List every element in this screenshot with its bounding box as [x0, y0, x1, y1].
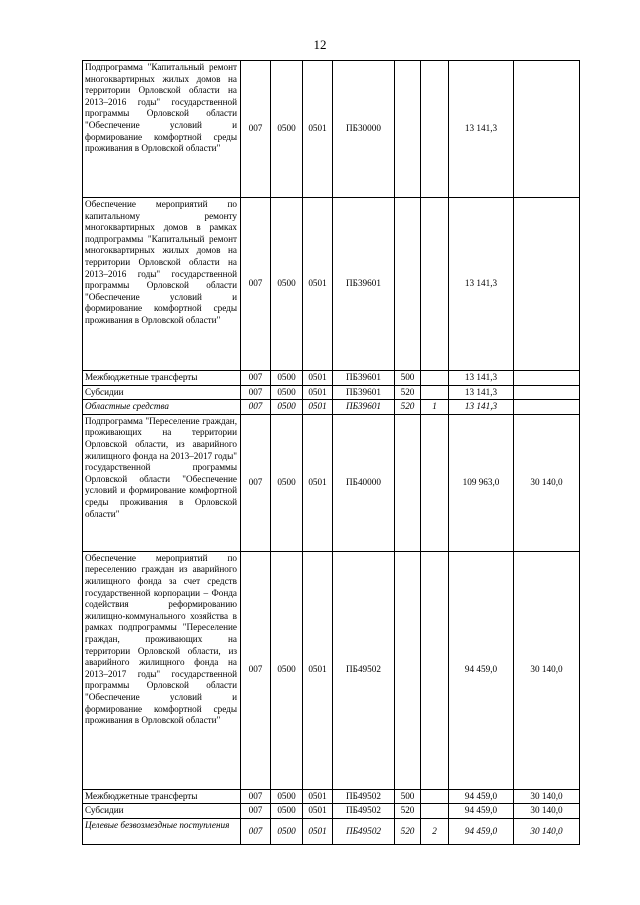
- target-article-cell: ПБ39601: [333, 385, 395, 400]
- section-code-cell: 0500: [271, 804, 303, 819]
- section-code-cell: 0500: [271, 789, 303, 804]
- funding-source-cell: [421, 551, 449, 789]
- row-name-cell: Целевые безвозмездные поступления: [83, 818, 241, 844]
- table-row: [83, 385, 580, 400]
- subsection-code-cell: 0501: [303, 414, 333, 551]
- funding-source-cell: [421, 414, 449, 551]
- table-row: [83, 198, 580, 371]
- table-row: [83, 551, 580, 789]
- row-name-cell: Межбюджетные трансферты: [83, 789, 241, 804]
- row-name-cell: Межбюджетные трансферты: [83, 371, 241, 386]
- amount-cell: 30 140,0: [514, 789, 580, 804]
- amount-cell: [514, 371, 580, 386]
- expense-type-cell: 500: [395, 371, 421, 386]
- expense-type-cell: 500: [395, 789, 421, 804]
- section-code-cell: 0500: [271, 198, 303, 371]
- ved-code-cell: 007: [241, 400, 271, 415]
- section-code-cell: 0500: [271, 414, 303, 551]
- row-name-cell: Обеспечение мероприятий по переселению граждан из аварийного жилищного фонда за счет средств государственной корпорации – Фонда содействия реформированию жилищно-коммунального хозяйства в рамках подпрограммы "Переселение граждан, проживающих на территории Орловской области, из аварийного жилищного фонда на 2013–2017 годы" государственной программы Орловской области "Обеспечение условий и формирование комфортной среды проживания в Орловской области": [83, 551, 241, 789]
- ved-code-cell: 007: [241, 818, 271, 844]
- amount-cell: 109 963,0: [449, 414, 514, 551]
- target-article-cell: ПБ39601: [333, 400, 395, 415]
- section-code-cell: 0500: [271, 818, 303, 844]
- ved-code-cell: 007: [241, 551, 271, 789]
- ved-code-cell: 007: [241, 414, 271, 551]
- table-row: [83, 371, 580, 386]
- section-code-cell: 0500: [271, 61, 303, 198]
- amount-cell: 30 140,0: [514, 414, 580, 551]
- expense-type-cell: [395, 414, 421, 551]
- ved-code-cell: 007: [241, 804, 271, 819]
- funding-source-cell: [421, 385, 449, 400]
- table-row: [83, 804, 580, 819]
- target-article-cell: ПБ49502: [333, 804, 395, 819]
- amount-cell: [514, 385, 580, 400]
- target-article-cell: ПБ49502: [333, 818, 395, 844]
- table-row: [83, 61, 580, 198]
- row-name-cell: Субсидии: [83, 804, 241, 819]
- subsection-code-cell: 0501: [303, 400, 333, 415]
- subsection-code-cell: 0501: [303, 789, 333, 804]
- row-name-cell: Областные средства: [83, 400, 241, 415]
- subsection-code-cell: 0501: [303, 551, 333, 789]
- amount-cell: 94 459,0: [449, 551, 514, 789]
- page-number: 12: [313, 37, 327, 52]
- table-row: [83, 818, 580, 844]
- expense-type-cell: 520: [395, 385, 421, 400]
- amount-cell: 30 140,0: [514, 551, 580, 789]
- amount-cell: 94 459,0: [449, 818, 514, 844]
- expense-type-cell: 520: [395, 818, 421, 844]
- subsection-code-cell: 0501: [303, 198, 333, 371]
- amount-cell: 13 141,3: [449, 371, 514, 386]
- funding-source-cell: [421, 789, 449, 804]
- target-article-cell: ПБ49502: [333, 551, 395, 789]
- amount-cell: 13 141,3: [449, 400, 514, 415]
- table-row: [83, 400, 580, 415]
- table-row: [83, 789, 580, 804]
- section-code-cell: 0500: [271, 385, 303, 400]
- expense-type-cell: [395, 61, 421, 198]
- row-name-cell: Подпрограмма "Капитальный ремонт многоквартирных жилых домов на территории Орловской области на 2013–2016 годы" государственной программы Орловской области "Обеспечение условий и формирование комфортной среды проживания в Орловской области": [83, 61, 241, 198]
- amount-cell: 30 140,0: [514, 818, 580, 844]
- amount-cell: 13 141,3: [449, 198, 514, 371]
- amount-cell: [514, 198, 580, 371]
- amount-cell: 13 141,3: [449, 385, 514, 400]
- section-code-cell: 0500: [271, 551, 303, 789]
- section-code-cell: 0500: [271, 400, 303, 415]
- ved-code-cell: 007: [241, 61, 271, 198]
- amount-cell: [514, 61, 580, 198]
- subsection-code-cell: 0501: [303, 804, 333, 819]
- target-article-cell: ПБ49502: [333, 789, 395, 804]
- subsection-code-cell: 0501: [303, 61, 333, 198]
- funding-source-cell: [421, 198, 449, 371]
- section-code-cell: 0500: [271, 371, 303, 386]
- expense-type-cell: 520: [395, 804, 421, 819]
- funding-source-cell: 1: [421, 400, 449, 415]
- ved-code-cell: 007: [241, 198, 271, 371]
- amount-cell: 94 459,0: [449, 804, 514, 819]
- budget-table: [82, 60, 580, 845]
- row-name-cell: Субсидии: [83, 385, 241, 400]
- target-article-cell: ПБ30000: [333, 61, 395, 198]
- subsection-code-cell: 0501: [303, 818, 333, 844]
- amount-cell: 13 141,3: [449, 61, 514, 198]
- row-name-cell: Подпрограмма "Переселение граждан, проживающих на территории Орловской области, из аварийного жилищного фонда на 2013–2017 годы" государственной программы Орловской области "Обеспечение условий и формирование комфортной среды проживания в Орловской области": [83, 414, 241, 551]
- subsection-code-cell: 0501: [303, 371, 333, 386]
- amount-cell: 94 459,0: [449, 789, 514, 804]
- expense-type-cell: [395, 551, 421, 789]
- table-row: [83, 414, 580, 551]
- target-article-cell: ПБ39601: [333, 198, 395, 371]
- ved-code-cell: 007: [241, 789, 271, 804]
- target-article-cell: ПБ39601: [333, 371, 395, 386]
- funding-source-cell: 2: [421, 818, 449, 844]
- target-article-cell: ПБ40000: [333, 414, 395, 551]
- ved-code-cell: 007: [241, 371, 271, 386]
- funding-source-cell: [421, 804, 449, 819]
- row-name-cell: Обеспечение мероприятий по капитальному ремонту многоквартирных домов в рамках подпрограммы "Капитальный ремонт многоквартирных жилых домов на территории Орловской области на 2013–2016 годы" государственной программы Орловской области "Обеспечение условий и формирование комфортной среды проживания в Орловской области": [83, 198, 241, 371]
- amount-cell: 30 140,0: [514, 804, 580, 819]
- ved-code-cell: 007: [241, 385, 271, 400]
- expense-type-cell: 520: [395, 400, 421, 415]
- expense-type-cell: [395, 198, 421, 371]
- funding-source-cell: [421, 61, 449, 198]
- subsection-code-cell: 0501: [303, 385, 333, 400]
- amount-cell: [514, 400, 580, 415]
- funding-source-cell: [421, 371, 449, 386]
